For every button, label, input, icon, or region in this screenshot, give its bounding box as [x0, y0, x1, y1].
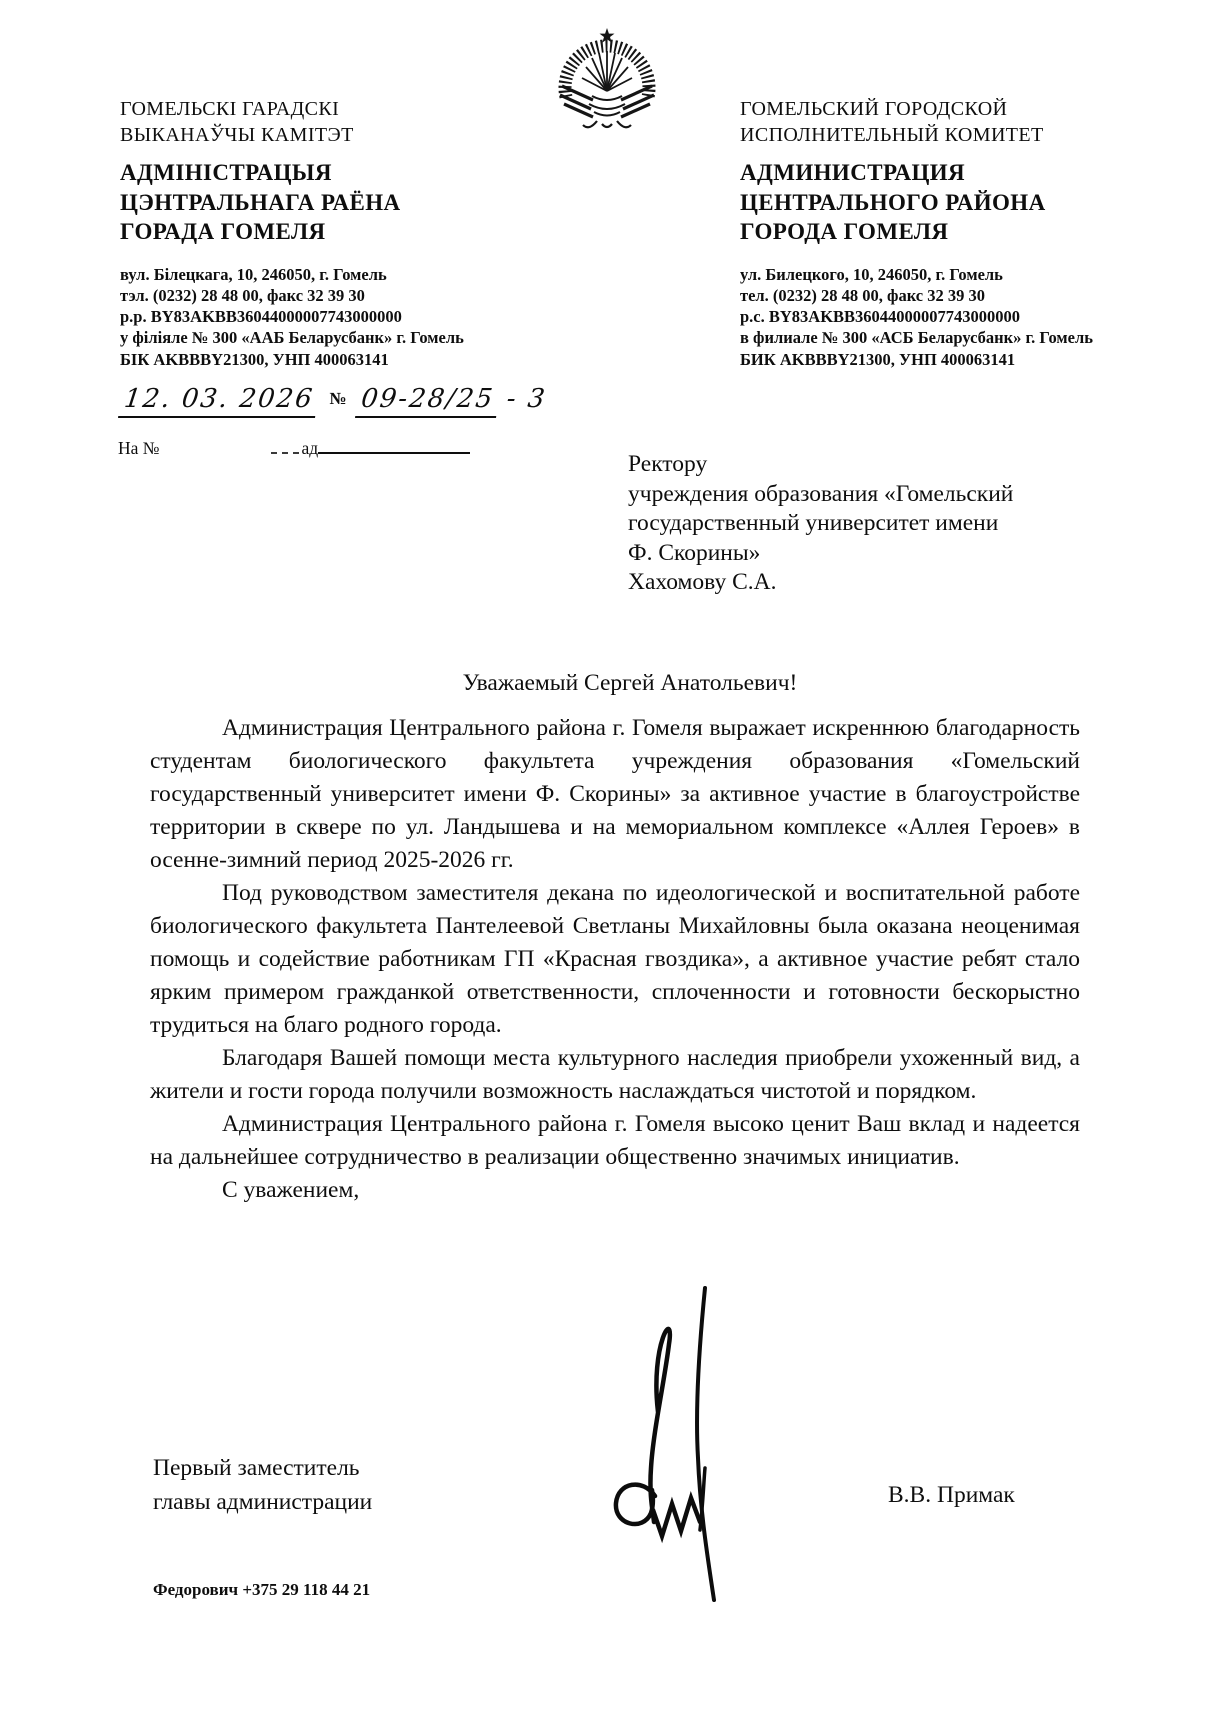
- addressee-line: государственный университет имени: [628, 510, 999, 537]
- letterhead-right: [740, 96, 1160, 370]
- addressee-block: [628, 450, 1108, 598]
- handwritten-signature: [590, 1282, 750, 1612]
- belarus-state-emblem-icon: [552, 24, 662, 136]
- bik-unp-line: БИК AKBBBY21300, УНП 400063141: [740, 349, 1016, 369]
- reply-number-label: На №: [118, 438, 160, 458]
- body-paragraph: Благодаря Вашей помощи места культурного наследия приобрели ухоженный вид, а жители и гости города получили возможность наслаждаться чистотой и порядком.: [150, 1045, 1080, 1104]
- organization-name: [740, 158, 1160, 247]
- organization-name-line: ГОРАДА ГОМЕЛЯ: [120, 219, 326, 244]
- committee-name-line: ГОМЕЛЬСКИЙ ГОРОДСКОЙ: [740, 98, 1008, 120]
- organization-name-line: ЦЕНТРАЛЬНОГО РАЙОНА: [740, 189, 1046, 215]
- reply-date-blank: [318, 438, 470, 454]
- signer-position-line: Первый заместитель: [153, 1455, 360, 1481]
- reply-from-label: ад: [301, 438, 319, 458]
- committee-name-line: ВЫКАНАЎЧЫ КАМІТЭТ: [120, 124, 354, 146]
- phone-line: тел. (0232) 28 48 00, факс 32 39 30: [740, 285, 986, 305]
- organization-name-line: АДМИНИСТРАЦИЯ: [740, 160, 966, 185]
- organization-name-line: ГОРОДА ГОМЕЛЯ: [740, 219, 949, 244]
- address-line: ул. Билецкого, 10, 246050, г. Гомель: [740, 264, 1003, 284]
- address-line: вул. Білецкага, 10, 246050, г. Гомель: [120, 264, 387, 284]
- contact-details: [740, 264, 1160, 370]
- addressee-line: Ректору: [628, 451, 708, 477]
- organization-name-line: ЦЭНТРАЛЬНАГА РАЁНА: [120, 189, 401, 215]
- contact-details: [120, 264, 550, 370]
- letter-body: [150, 712, 1080, 1207]
- closing-phrase: С уважением,: [222, 1177, 360, 1203]
- number-sign-label: №: [329, 389, 347, 408]
- bank-line: в филиале № 300 «АСБ Беларусбанк» г. Гомель: [740, 328, 1093, 348]
- body-paragraph: Под руководством заместителя декана по идеологической и воспитательной работе биологического факультета Пантелеевой Светланы Михайловны была оказана неоценимая помощь и содействие работникам ГП «Красная гвоздика», а активное участие ребят стало ярким примером гражданкой ответственности, сплоченности и готовности бескорыстно трудиться на благо родного города.: [150, 880, 1080, 1038]
- addressee-line: Ф. Скорины»: [628, 539, 761, 566]
- committee-name-line: ИСПОЛНИТЕЛЬНЫЙ КОМИТЕТ: [740, 124, 1044, 146]
- reply-reference-line: [118, 438, 470, 459]
- body-paragraph: Администрация Центрального района г. Гомеля выражает искреннюю благодарность студентам биологического факультета учреждения образования «Гомельский государственный университет имени Ф. Скорины» за активное участие в благоустройстве территории в сквере по ул. Ландышева и на мемориальном комплексе «Аллея Героев» в осенне-зимний период 2025-2026 гг.: [150, 715, 1080, 873]
- letterhead-left: [120, 96, 550, 370]
- signer-name: В.В. Примак: [888, 1482, 1015, 1508]
- signer-position-line: главы администрации: [153, 1488, 373, 1515]
- committee-name-line: ГОМЕЛЬСКІ ГАРАДСКІ: [120, 98, 340, 120]
- outgoing-number-handwritten: 09-28/25: [355, 384, 500, 418]
- outgoing-number-suffix: - 3: [505, 384, 549, 414]
- organization-name-line: АДМІНІСТРАЦЫЯ: [120, 160, 332, 185]
- account-line: р.с. BY83AKBB36044000007743000000: [740, 307, 1021, 327]
- salutation: Уважаемый Сергей Анатольевич!: [462, 670, 798, 696]
- body-paragraph: Администрация Центрального района г. Гомеля высоко ценит Ваш вклад и надеется на дальнейшее сотрудничество в реализации общественно значимых инициатив.: [150, 1111, 1080, 1170]
- signer-position: [153, 1452, 372, 1519]
- account-line: р.р. BY83AKBB36044000007743000000: [120, 307, 402, 327]
- bank-line: у філіяле № 300 «ААБ Беларусбанк» г. Гомель: [120, 328, 464, 348]
- outgoing-date-handwritten: 12. 03. 2026: [118, 384, 320, 418]
- executor-contact: Федорович +375 29 118 44 21: [153, 1580, 371, 1599]
- organization-name: [120, 158, 550, 247]
- addressee-line: Хахомову С.А.: [628, 569, 777, 596]
- reply-number-blank: [271, 438, 299, 454]
- addressee-line: учреждения образования «Гомельский: [628, 480, 1014, 507]
- phone-line: тэл. (0232) 28 48 00, факс 32 39 30: [120, 285, 365, 305]
- bik-unp-line: БІК AKBBBY21300, УНП 400063141: [120, 349, 389, 369]
- reference-line: [118, 384, 549, 418]
